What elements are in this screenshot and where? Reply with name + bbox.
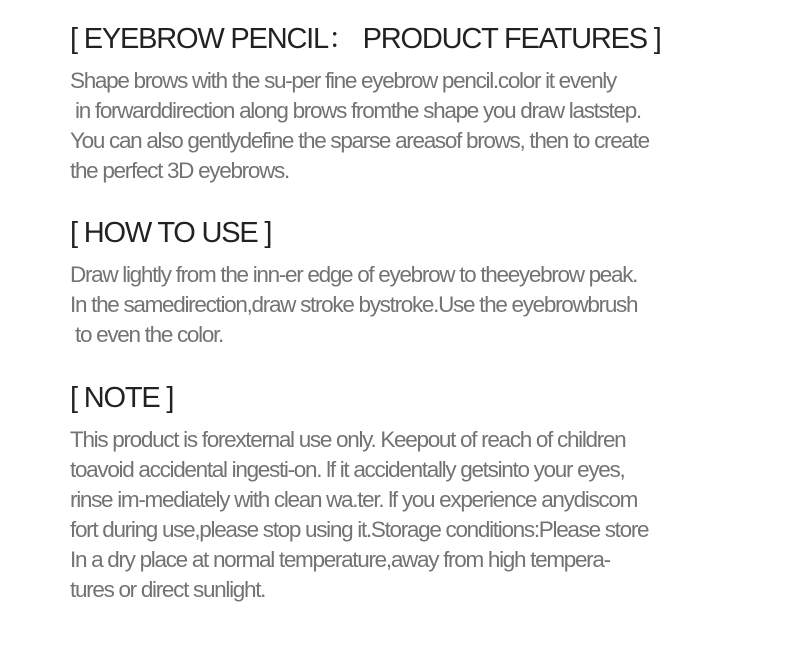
text-line: toavoid accidental ingesti-on. lf it accidentally getsinto your eyes, <box>70 457 625 482</box>
how-to-use-section <box>70 216 780 350</box>
text-line: fort during use,please stop using it.Storage conditions:Please store <box>70 517 649 542</box>
how-to-use-text <box>70 260 780 350</box>
text-line: In a dry place at normal temperature,away from high tempera- <box>70 547 610 572</box>
text-line: This product is forexternal use only. Keepout of reach of children <box>70 427 626 452</box>
text-line: Shape brows with the su-per fine eyebrow pencil.color it evenly <box>70 68 616 93</box>
text-line: tures or direct sunlight. <box>70 577 266 602</box>
text-line: to even the color. <box>75 322 223 347</box>
product-features-heading: [ EYEBROW PENCIL： PRODUCT FEATURES ] <box>70 23 661 55</box>
note-section <box>70 381 780 605</box>
text-line: in forwarddirection along brows fromthe shape you draw laststep. <box>75 98 641 123</box>
note-text <box>70 425 780 605</box>
how-to-use-heading: [ HOW TO USE ] <box>70 217 272 249</box>
note-heading: [ NOTE ] <box>70 382 174 414</box>
product-features-section <box>70 22 780 186</box>
text-line: Draw lightly from the inn-er edge of eyebrow to theeyebrow peak. <box>70 262 638 287</box>
text-line: rinse im-mediately with clean wa.ter. lf you experience anydiscom <box>70 487 638 512</box>
text-line: the perfect 3D eyebrows. <box>70 158 289 183</box>
text-line: You can also gentlydefine the sparse areasof brows, then to create <box>70 128 649 153</box>
text-line: In the samedirection,draw stroke bystroke.Use the eyebrowbrush <box>70 292 638 317</box>
product-features-text <box>70 66 780 186</box>
